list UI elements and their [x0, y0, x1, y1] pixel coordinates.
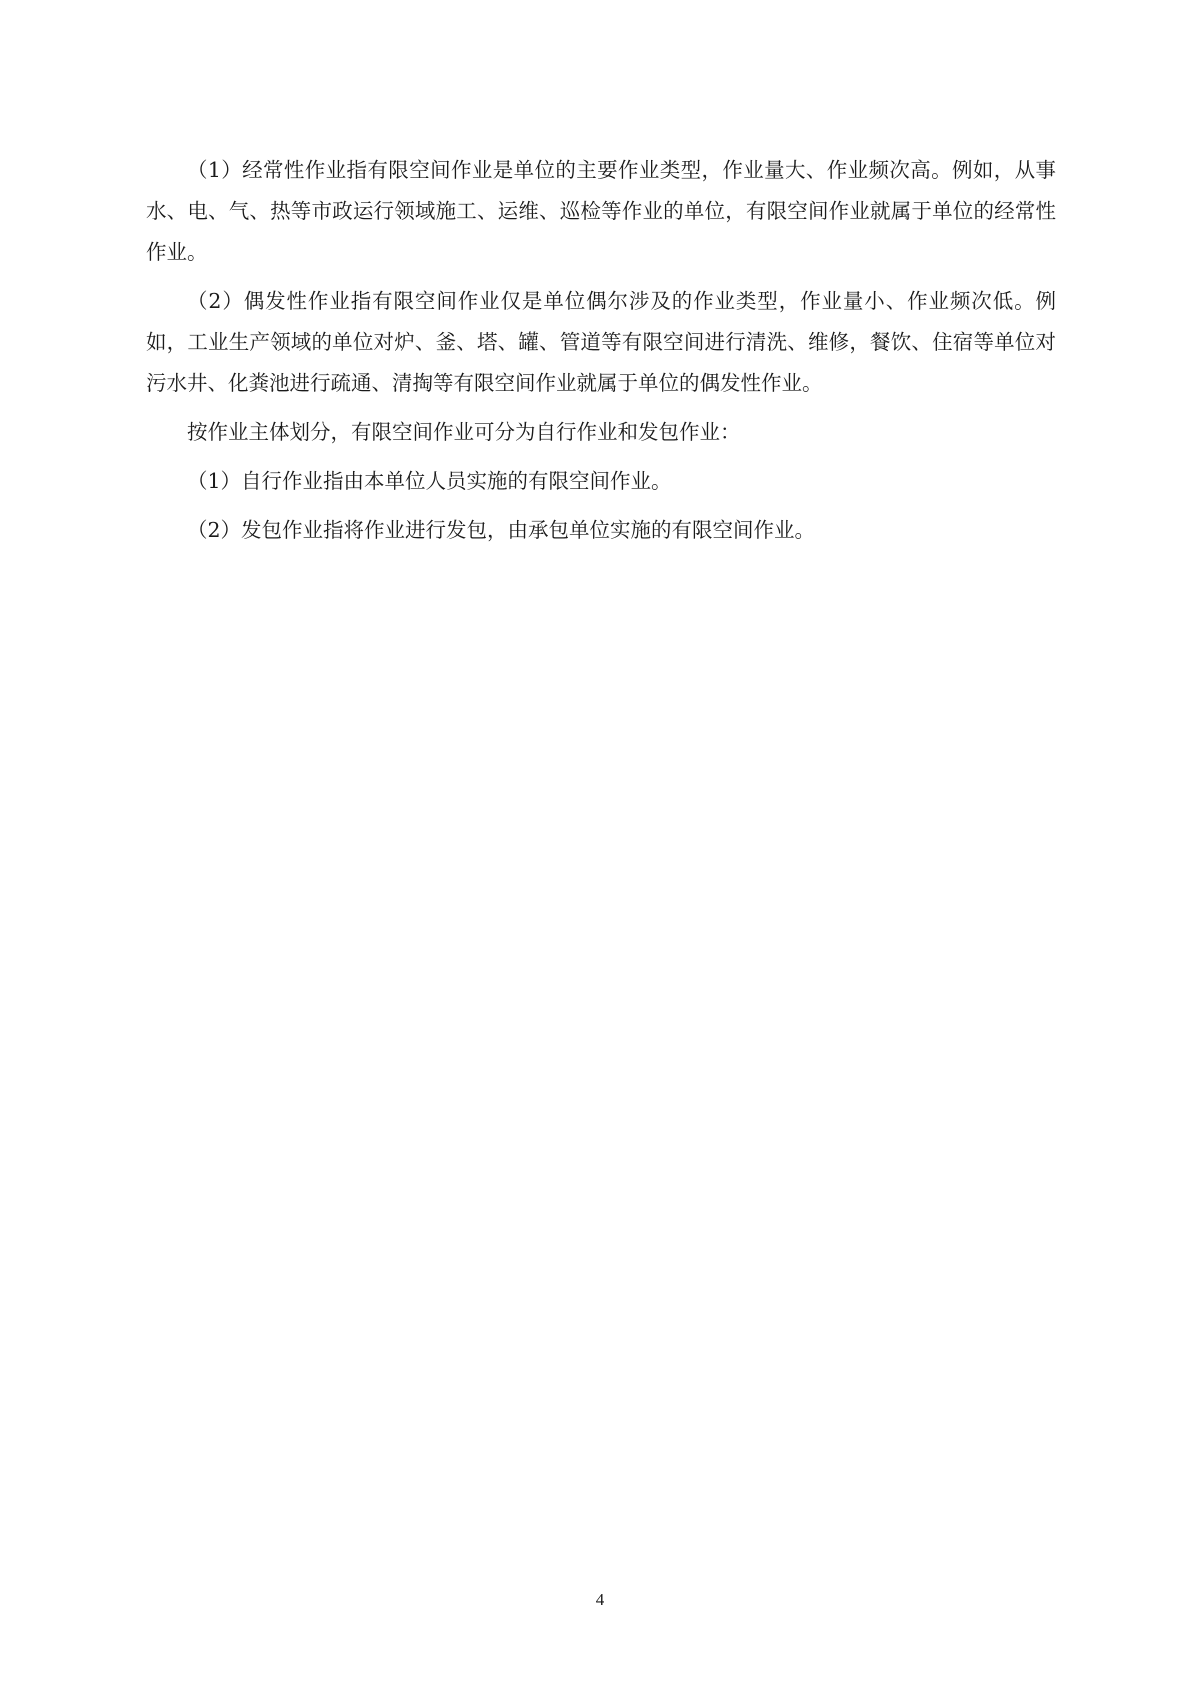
page-number: 4 — [595, 1590, 605, 1609]
paragraph-self-operation: （1）自行作业指由本单位人员实施的有限空间作业。 — [187, 469, 672, 493]
document-body — [146, 150, 1056, 559]
paragraph-contracted-operation: （2）发包作业指将作业进行发包，由承包单位实施的有限空间作业。 — [187, 518, 816, 542]
paragraph-regular-operation: （1）经常性作业指有限空间作业是单位的主要作业类型，作业量大、作业频次高。例如，从事水、电、气、热等市政运行领域施工、运维、巡检等作业的单位，有限空间作业就属于单位的经常性作业。 — [146, 158, 1056, 264]
paragraph-occasional-operation: （2）偶发性作业指有限空间作业仅是单位偶尔涉及的作业类型，作业量小、作业频次低。例如，工业生产领域的单位对炉、釜、塔、罐、管道等有限空间进行清洗、维修，餐饮、住宿等单位对污水井、化粪池进行疏通、清掏等有限空间作业就属于单位的偶发性作业。 — [146, 289, 1056, 395]
paragraph-operation-subject-intro: 按作业主体划分，有限空间作业可分为自行作业和发包作业： — [187, 420, 741, 444]
